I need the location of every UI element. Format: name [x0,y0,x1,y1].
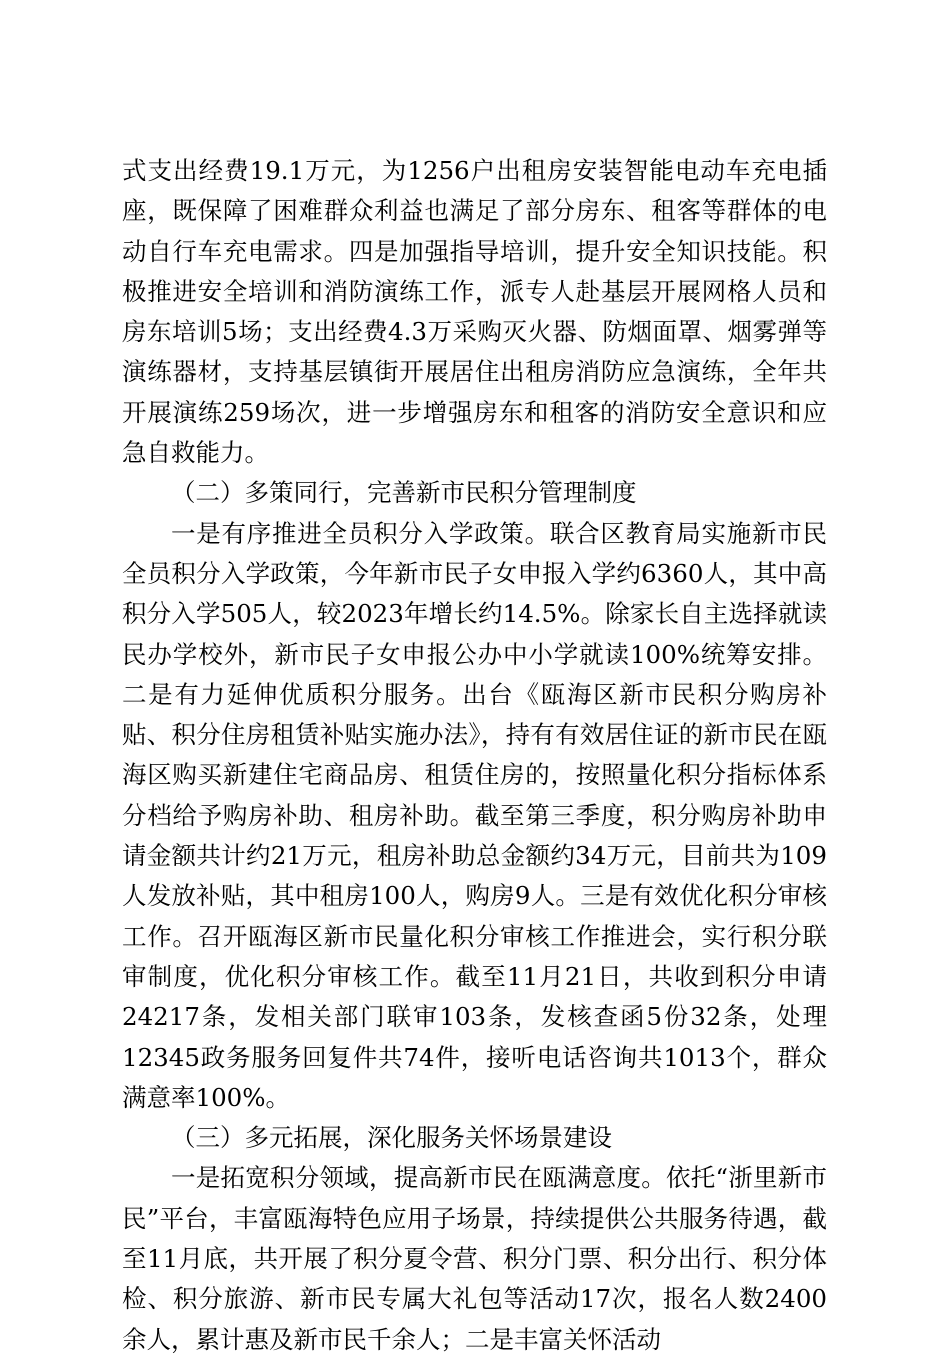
paragraph-service-care: 一是拓宽积分领域，提高新市民在瓯满意度。依托“浙里新市民”平台，丰富瓯海特色应用子场景，持续提供公共服务待遇，截至11月底，共开展了积分夏令营、积分门票、积分出行、积分体检、积分旅游、新市民专属大礼包等活动17次，报名人数2400余人，累计惠及新市民千余人；二是丰富关怀活动 [122,1163,827,1354]
document-body [122,151,827,1360]
paragraph-points-management: 一是有序推进全员积分入学政策。联合区教育局实施新市民全员积分入学政策，今年新市民子女申报入学约6360人，其中高积分入学505人，较2023年增长约14.5%。除家长自主选择就读民办学校外，新市民子女申报公办中小学就读100%统筹安排。二是有力延伸优质积分服务。出台《瓯海区新市民积分购房补贴、积分住房租赁补贴实施办法》，持有有效居住证的新市民在瓯海区购买新建住宅商品房、租赁住房的，按照量化积分指标体系分档给予购房补助、租房补助。截至第三季度，积分购房补助申请金额共计约21万元，租房补助总金额约34万元，目前共为109人发放补贴，其中租房100人，购房9人。三是有效优化积分审核工作。召开瓯海区新市民量化积分审核工作推进会，实行积分联审制度，优化积分审核工作。截至11月21日，共收到积分申请24217条，发相关部门联审103条，发核查函5份32条，处理12345政务服务回复件共74件，接听电话咨询共1013个，群众满意率100%。 [122,518,827,1112]
section-heading-service-care: （三）多元拓展，深化服务关怀场景建设 [171,1123,612,1153]
section-heading-points-management: （二）多策同行，完善新市民积分管理制度 [171,478,637,508]
paragraph-fire-safety-continuation: 式支出经费19.1万元，为1256户出租房安装智能电动车充电插座，既保障了困难群众利益也满足了部分房东、租客等群体的电动自行车充电需求。四是加强指导培训，提升安全知识技能。积极推进安全培训和消防演练工作，派专人赴基层开展网格人员和房东培训5场；支出经费4.3万采购灭火器、防烟面罩、烟雾弹等演练器材，支持基层镇街开展居住出租房消防应急演练，全年共开展演练259场次，进一步增强房东和租客的消防安全意识和应急自救能力。 [122,156,827,468]
